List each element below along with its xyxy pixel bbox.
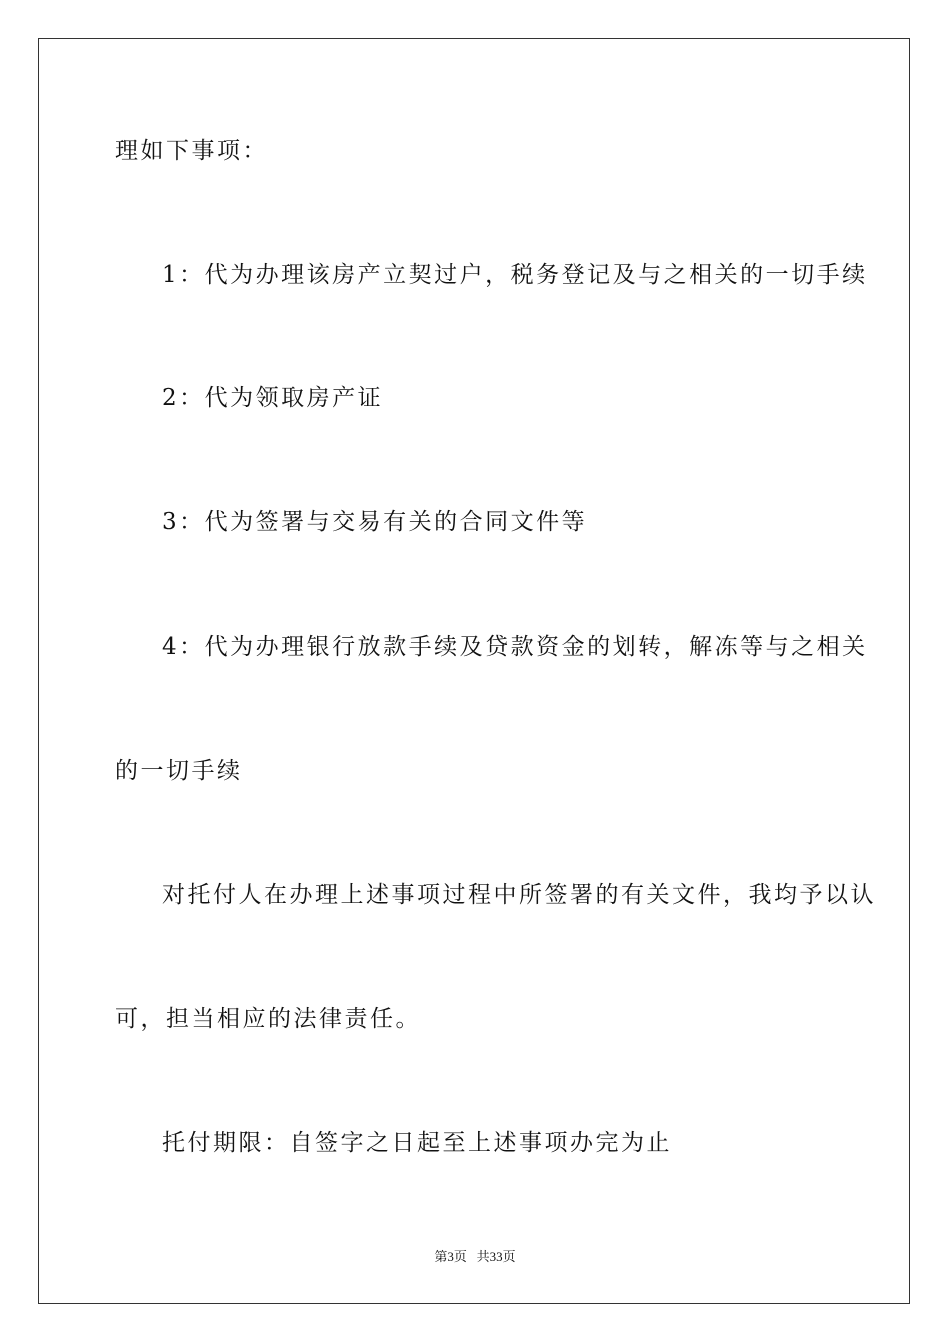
text-line: 对托付人在办理上述事项过程中所签署的有关文件，我均予以认 bbox=[162, 882, 876, 908]
text-line: 理如下事项： bbox=[115, 138, 268, 164]
page-border bbox=[38, 38, 910, 1304]
page-number-footer: 第3页 共33页 bbox=[434, 1249, 516, 1264]
text-line: 3：代为签署与交易有关的合同文件等 bbox=[162, 509, 588, 535]
text-line: 可，担当相应的法律责任。 bbox=[115, 1006, 421, 1032]
text-line: 4：代为办理银行放款手续及贷款资金的划转，解冻等与之相关 bbox=[162, 634, 868, 660]
text-line: 托付期限：自签字之日起至上述事项办完为止 bbox=[162, 1130, 672, 1156]
text-line: 1：代为办理该房产立契过户，税务登记及与之相关的一切手续 bbox=[162, 262, 868, 288]
text-line: 2：代为领取房产证 bbox=[162, 385, 384, 411]
text-line: 的一切手续 bbox=[115, 758, 243, 784]
